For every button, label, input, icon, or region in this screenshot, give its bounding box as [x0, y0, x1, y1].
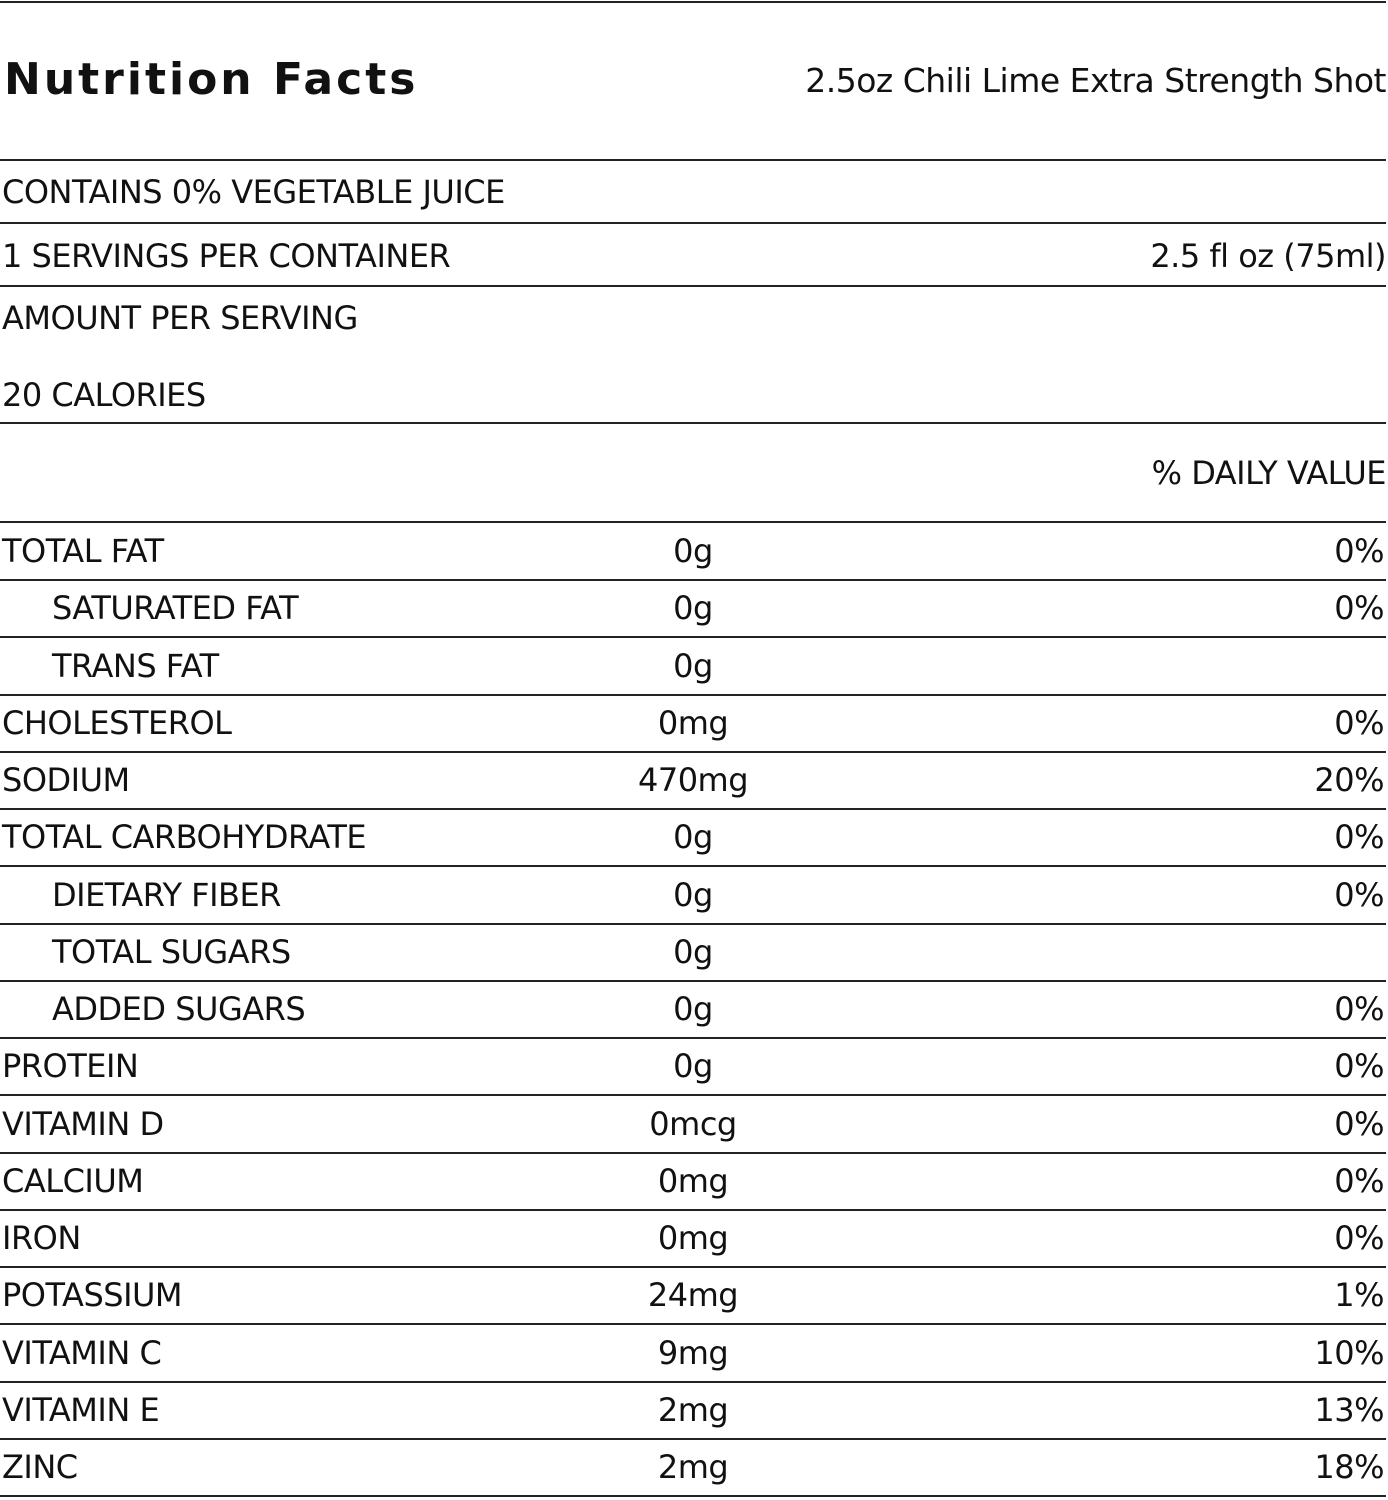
nutrient-name: VITAMIN C — [2, 1333, 162, 1372]
nutrient-daily-value: 0% — [1334, 532, 1384, 570]
nutrient-row — [0, 1210, 1386, 1267]
nutrient-daily-value: 18% — [1314, 1448, 1384, 1486]
nutrient-name: ZINC — [2, 1448, 78, 1486]
nutrient-daily-value: 0% — [1334, 589, 1384, 628]
nutrient-amount: 24mg — [647, 1276, 739, 1315]
nutrient-name: SODIUM — [2, 761, 130, 799]
nutrient-row — [0, 809, 1386, 866]
nutrient-row — [0, 1153, 1386, 1210]
amount-per-serving: AMOUNT PER SERVING — [2, 299, 358, 337]
nutrient-daily-value: 13% — [1314, 1390, 1384, 1429]
nutrient-name: PROTEIN — [2, 1047, 139, 1086]
divider — [0, 285, 1386, 287]
nutrient-row — [0, 867, 1386, 924]
nutrient-name: IRON — [2, 1219, 81, 1257]
nutrient-amount: 0g — [673, 875, 713, 914]
nutrient-daily-value: 0% — [1334, 818, 1384, 857]
nutrient-row — [0, 695, 1386, 752]
divider — [0, 422, 1386, 424]
nutrient-amount: 0g — [673, 932, 713, 971]
nutrient-amount: 0g — [673, 646, 713, 685]
nutrient-row — [0, 1439, 1386, 1496]
nutrient-amount: 0g — [673, 589, 713, 628]
nutrient-row — [0, 1038, 1386, 1095]
nutrient-amount: 0mg — [657, 703, 729, 742]
nutrient-name: TOTAL CARBOHYDRATE — [2, 818, 367, 857]
serving-size: 2.5 fl oz (75ml) — [1150, 237, 1386, 275]
nutrient-daily-value: 0% — [1334, 1104, 1384, 1143]
nutrient-row — [0, 638, 1386, 695]
nutrient-daily-value: 1% — [1334, 1276, 1384, 1315]
nutrient-amount: 0g — [673, 990, 713, 1028]
nutrient-amount: 0mg — [657, 1219, 729, 1257]
nutrient-amount: 0g — [673, 532, 713, 570]
daily-value-header: % DAILY VALUE — [1151, 454, 1386, 492]
nutrient-name: TRANS FAT — [52, 646, 219, 685]
calories: 20 CALORIES — [2, 376, 206, 414]
nutrient-daily-value: 0% — [1334, 1047, 1384, 1086]
divider — [0, 159, 1386, 161]
nutrient-amount: 470mg — [637, 761, 749, 799]
nutrient-amount: 0mg — [657, 1161, 729, 1200]
nutrient-name: VITAMIN D — [2, 1104, 164, 1143]
nutrient-row — [0, 981, 1386, 1038]
nutrient-row — [0, 1267, 1386, 1324]
product-name: 2.5oz Chili Lime Extra Strength Shot — [805, 61, 1386, 100]
nutrient-daily-value: 10% — [1314, 1333, 1384, 1372]
label-title: Nutrition Facts — [4, 54, 419, 105]
nutrient-amount: 0mcg — [649, 1104, 737, 1143]
nutrient-row — [0, 752, 1386, 809]
nutrient-name: CALCIUM — [2, 1161, 144, 1200]
row-divider — [0, 1495, 1386, 1497]
nutrient-daily-value: 0% — [1334, 1161, 1384, 1200]
nutrient-row — [0, 1382, 1386, 1439]
nutrient-name: SATURATED FAT — [52, 589, 299, 628]
nutrient-name: VITAMIN E — [2, 1390, 160, 1429]
nutrient-name: ADDED SUGARS — [52, 990, 306, 1028]
nutrient-name: POTASSIUM — [2, 1276, 183, 1315]
nutrient-name: CHOLESTEROL — [2, 703, 232, 742]
nutrient-amount: 9mg — [657, 1333, 729, 1372]
nutrient-row — [0, 523, 1386, 580]
nutrient-amount: 2mg — [657, 1390, 729, 1429]
servings-per-container: 1 SERVINGS PER CONTAINER — [2, 237, 451, 275]
nutrient-name: TOTAL FAT — [2, 532, 164, 570]
nutrient-daily-value: 20% — [1314, 761, 1384, 799]
top-rule — [0, 1, 1386, 3]
nutrient-name: TOTAL SUGARS — [52, 932, 291, 971]
nutrient-amount: 2mg — [657, 1448, 729, 1486]
nutrient-name: DIETARY FIBER — [52, 875, 281, 914]
nutrient-amount: 0g — [673, 1047, 713, 1086]
nutrient-row — [0, 1325, 1386, 1382]
divider — [0, 222, 1386, 224]
nutrient-row — [0, 924, 1386, 981]
nutrient-daily-value: 0% — [1334, 990, 1384, 1028]
nutrient-daily-value: 0% — [1334, 703, 1384, 742]
nutrient-row — [0, 1096, 1386, 1153]
nutrient-row — [0, 580, 1386, 637]
nutrient-daily-value: 0% — [1334, 1219, 1384, 1257]
nutrient-amount: 0g — [673, 818, 713, 857]
juice-content: CONTAINS 0% VEGETABLE JUICE — [2, 173, 505, 211]
nutrient-daily-value: 0% — [1334, 875, 1384, 914]
